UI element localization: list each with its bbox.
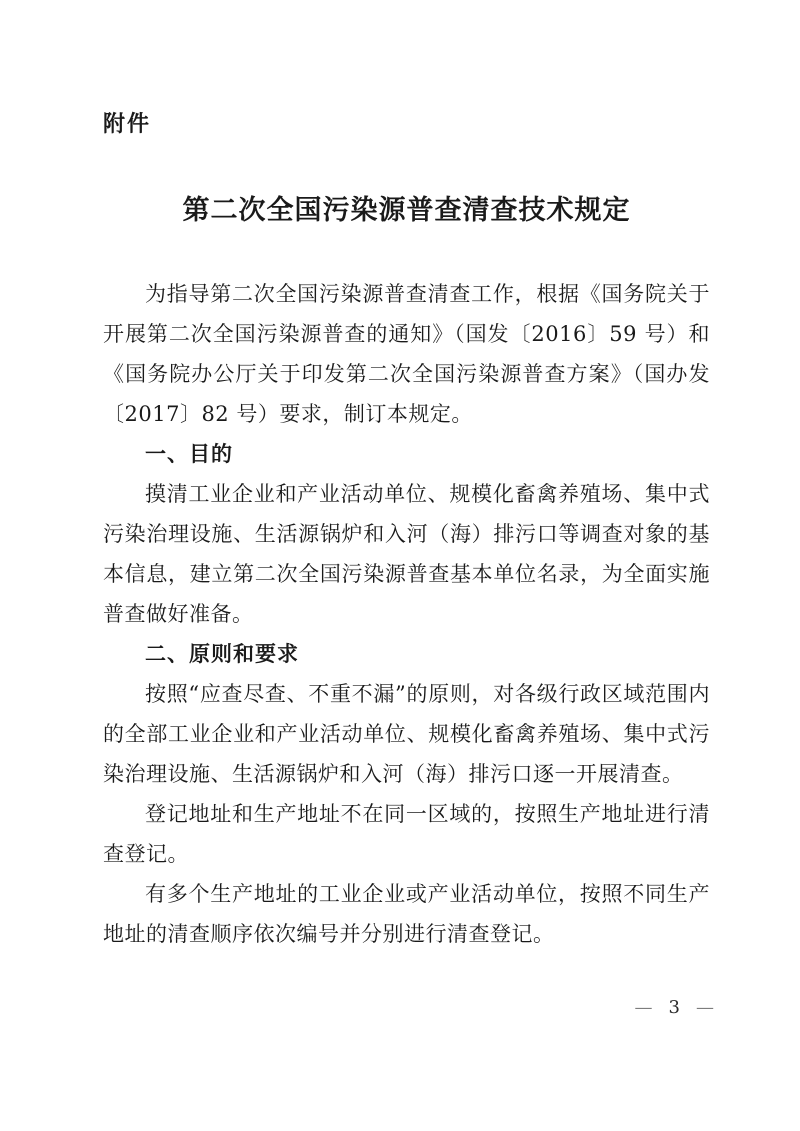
document-title: 第二次全国污染源普查清查技术规定: [182, 195, 631, 226]
document-body: [103, 274, 710, 954]
section-heading-purpose: 一、目的: [145, 442, 233, 466]
footer-dash-left: —: [634, 997, 653, 1018]
intro-paragraph: 为指导第二次全国污染源普查清查工作，根据《国务院关于开展第二次全国污染源普查的通知》（国发〔2016〕59 号）和《国务院办公厅关于印发第二次全国污染源普查方案》（国办发〔2017〕82 号）要求，制订本规定。: [103, 282, 710, 426]
principles-paragraph-1: 按照“应查尽查、不重不漏”的原则，对各级行政区域范围内的全部工业企业和产业活动单位、规模化畜禽养殖场、集中式污染治理设施、生活源锅炉和入河（海）排污口逐一开展清查。: [103, 682, 710, 786]
footer-dash-right: —: [696, 997, 714, 1018]
page-footer: [635, 997, 714, 1019]
principles-paragraph-3: 有多个生产地址的工业企业或产业活动单位，按照不同生产地址的清查顺序依次编号并分别进行清查登记。: [103, 882, 710, 946]
principles-paragraph-2: 登记地址和生产地址不在同一区域的，按照生产地址进行清查登记。: [103, 802, 710, 866]
page-number: 3: [668, 997, 680, 1018]
purpose-paragraph: 摸清工业企业和产业活动单位、规模化畜禽养殖场、集中式污染治理设施、生活源锅炉和入河（海）排污口等调查对象的基本信息，建立第二次全国污染源普查基本单位名录，为全面实施普查做好准备。: [103, 482, 710, 626]
attachment-label: 附件: [103, 112, 152, 137]
section-heading-principles: 二、原则和要求: [145, 642, 299, 666]
